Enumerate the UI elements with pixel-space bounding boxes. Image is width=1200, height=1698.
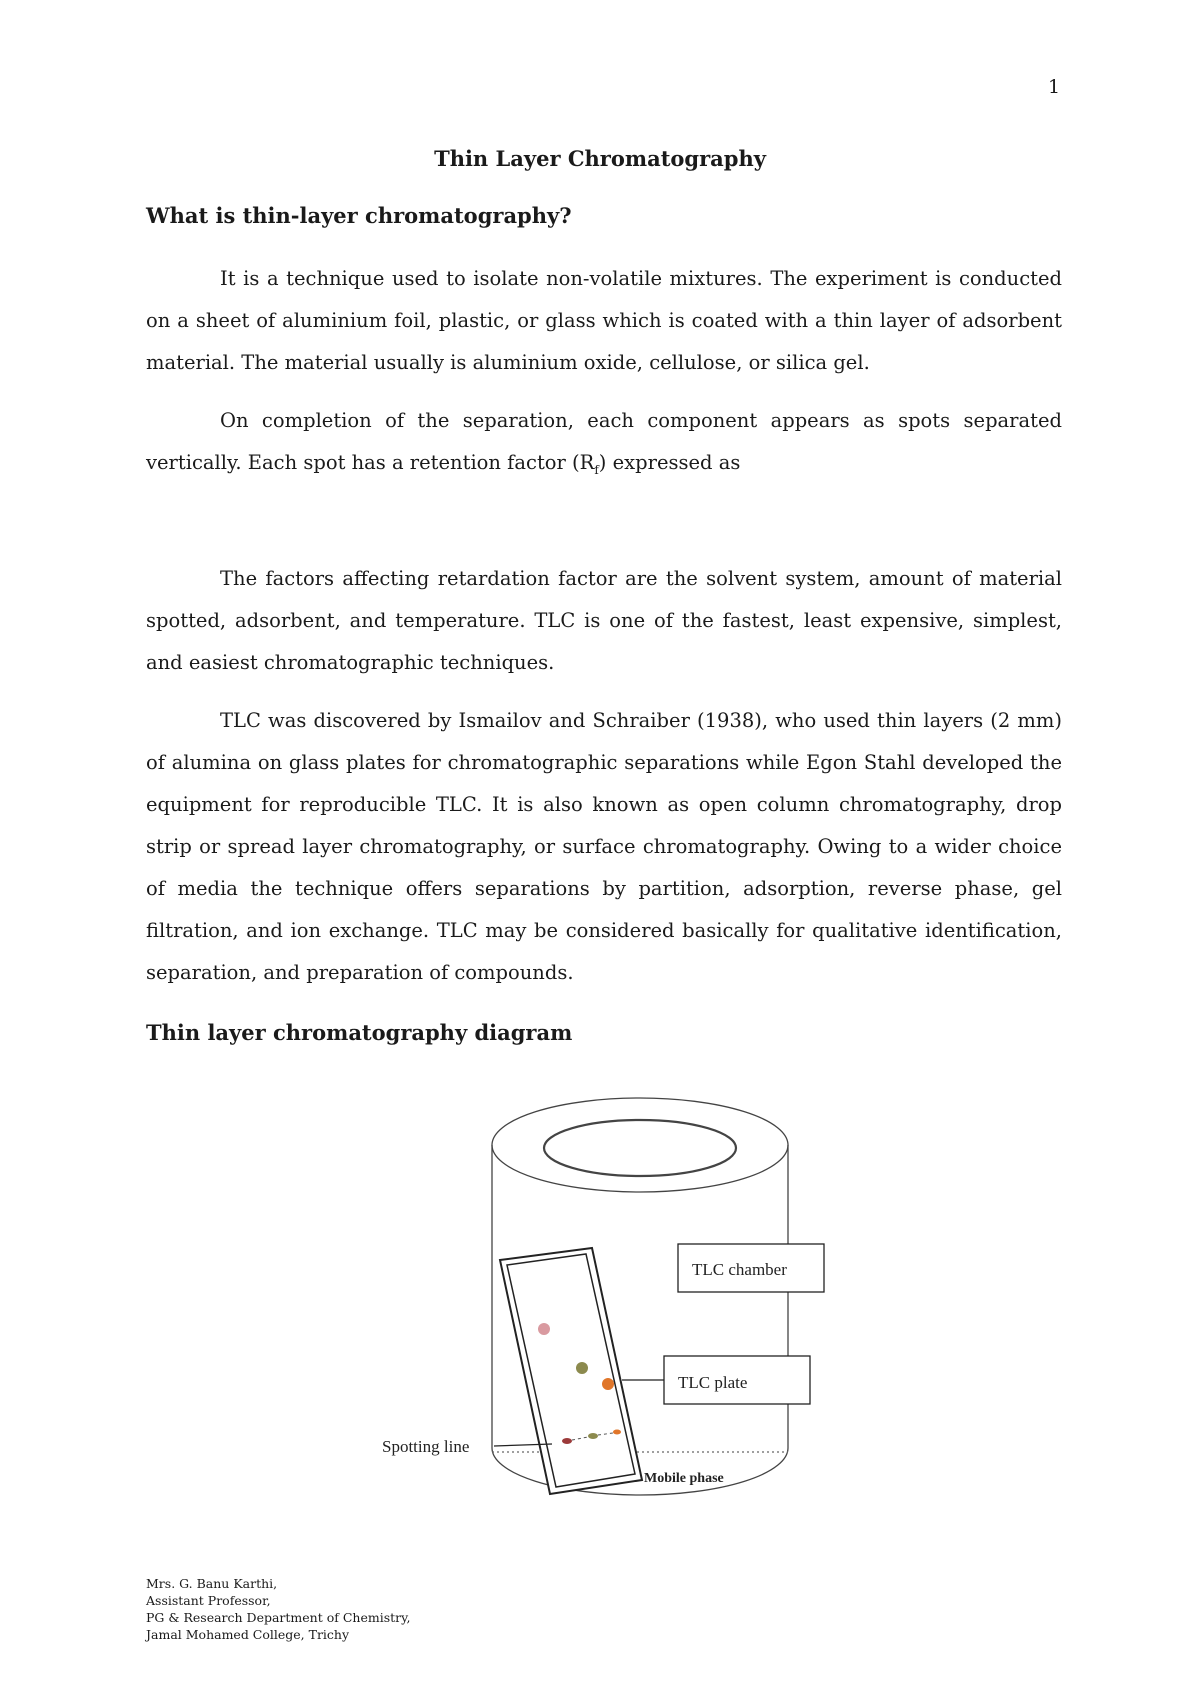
paragraph-rf <box>146 400 1062 484</box>
tlc-diagram <box>370 1090 830 1500</box>
spot-origin-red <box>562 1438 572 1444</box>
spotting-line-label: Spotting line <box>382 1437 470 1456</box>
chamber-opening <box>544 1120 736 1176</box>
author-footer <box>146 1575 411 1643</box>
section-heading-diagram: Thin layer chromatography diagram <box>146 1020 573 1045</box>
footer-college: Jamal Mohamed College, Trichy <box>146 1627 350 1642</box>
section-heading-what-is-tlc: What is thin-layer chromatography? <box>146 203 572 228</box>
mobile-phase-label: Mobile phase <box>644 1471 724 1486</box>
tlc-chamber-label: TLC chamber <box>692 1260 787 1279</box>
spot-pink <box>538 1323 550 1335</box>
tlc-plate <box>500 1248 642 1494</box>
paragraph-history: TLC was discovered by Ismailov and Schraiber (1938), who used thin layers (2 mm) of alumina on glass plates for chromatographic separations while Egon Stahl developed the equipment for reproducible TLC. It is also known as open column chromatography, drop strip or spread layer chromatography, or surface chromatography. Owing to a wider choice of media the technique offers separations by partition, adsorption, reverse phase, gel filtration, and ion exchange. TLC may be considered basically for qualitative identification, separation, and preparation of compounds. <box>146 709 1062 984</box>
chamber-top-rim <box>492 1098 788 1192</box>
footer-department: PG & Research Department of Chemistry, <box>146 1610 411 1625</box>
page-number: 1 <box>1048 76 1061 98</box>
spot-olive <box>576 1362 588 1374</box>
paragraph-rf-text-end: ) expressed as <box>598 451 741 474</box>
tlc-plate-label: TLC plate <box>678 1373 748 1392</box>
paragraph-rf-text: On completion of the separation, each component appears as spots separated vertically. Each spot has a retention factor (R <box>146 409 1062 474</box>
paragraph-factors: The factors affecting retardation factor are the solvent system, amount of material spotted, adsorbent, and temperature. TLC is one of the fastest, least expensive, simplest, and easiest chromatographic techniques. <box>146 567 1062 674</box>
spot-orange <box>602 1378 614 1390</box>
spot-origin-orange <box>613 1430 621 1435</box>
rf-subscript: f <box>594 462 599 477</box>
footer-author-name: Mrs. G. Banu Karthi, <box>146 1576 278 1591</box>
footer-author-title: Assistant Professor, <box>146 1593 271 1608</box>
paragraph-intro: It is a technique used to isolate non-volatile mixtures. The experiment is conducted on a sheet of aluminium foil, plastic, or glass which is coated with a thin layer of adsorbent material. The material usually is aluminium oxide, cellulose, or silica gel. <box>146 267 1062 374</box>
page-title: Thin Layer Chromatography <box>434 146 766 171</box>
spot-origin-olive <box>588 1433 598 1439</box>
